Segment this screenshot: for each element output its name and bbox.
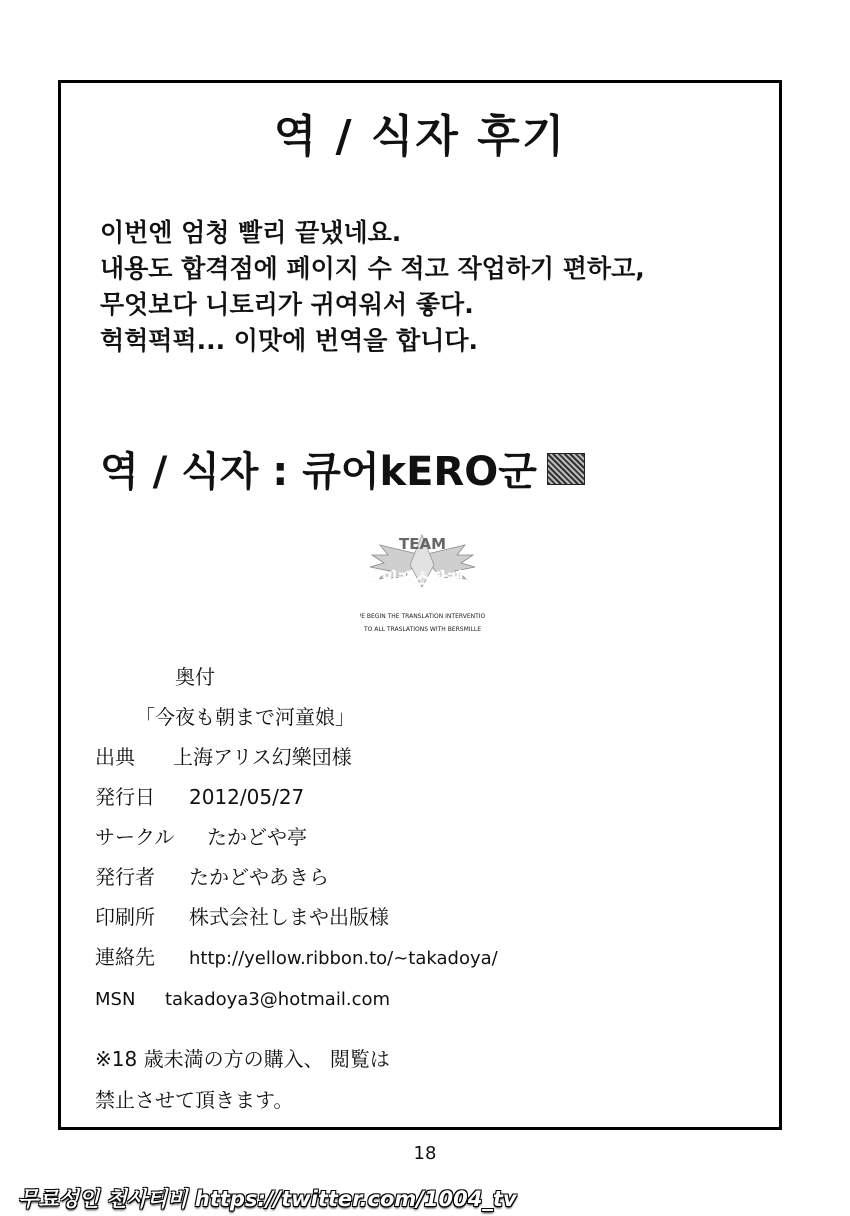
colophon-key: MSN — [95, 989, 136, 1010]
colophon-key: 発行日 — [95, 785, 155, 809]
afterword-line: 이번엔 엄청 빨리 끝냈네요. — [100, 218, 402, 247]
logo-name-text: 번밀레스탈레잉 — [365, 570, 480, 590]
colophon-key: 出典 — [95, 745, 135, 769]
logo-team-text: TEAM — [398, 535, 447, 553]
colophon-key: 連絡先 — [95, 945, 155, 969]
team-logo — [360, 525, 485, 650]
colophon-value: たかどや亭 — [207, 825, 307, 849]
colophon-row-source — [95, 745, 352, 769]
colophon-value: 2012/05/27 — [189, 785, 305, 809]
afterword-line: 헉헉퍽퍽... 이맛에 번역을 합니다. — [100, 326, 479, 355]
colophon-key: 印刷所 — [95, 905, 155, 929]
age-notice-line: 禁止させて頂きます。 — [95, 1088, 294, 1112]
colophon-heading: 奥付 — [175, 665, 215, 689]
colophon-row-publisher — [95, 865, 329, 889]
colophon-value: たかどやあきら — [189, 865, 329, 889]
colophon-row-contact — [95, 945, 498, 971]
age-notice-line: ※18 歳未満の方の購入、 閲覧は — [95, 1047, 390, 1071]
colophon-key: 発行者 — [95, 865, 155, 889]
colophon-value: 上海アリス幻樂団様 — [173, 745, 352, 769]
afterword-line: 내용도 합격점에 페이지 수 적고 작업하기 편하고, — [100, 254, 645, 283]
colophon-key: サークル — [95, 825, 175, 849]
logo-tagline-2: TO ALL TRASLATIONS WITH BERSMILLE — [363, 626, 482, 633]
watermark: 무료성인 천사티비 https://twitter.com/1004_tv — [18, 1187, 517, 1211]
book-title: 「今夜も朝まで河童娘」 — [135, 705, 355, 729]
colophon-row-printer — [95, 905, 389, 929]
colophon-value: 株式会社しまや出版様 — [189, 905, 389, 929]
contact-url: http://yellow.ribbon.to/~takadoya/ — [189, 948, 498, 969]
avatar — [547, 453, 585, 485]
colophon-row-msn — [95, 986, 390, 1012]
credit-text: 역 / 식자 : 큐어kERO군 — [100, 449, 537, 495]
colophon-row-date — [95, 785, 304, 809]
page-number: 18 — [413, 1143, 437, 1164]
afterword-line: 무엇보다 니토리가 귀여워서 좋다. — [100, 290, 474, 319]
translator-credit — [100, 440, 585, 497]
page-title: 역 / 식자 후기 — [273, 111, 567, 162]
contact-email: takadoya3@hotmail.com — [165, 989, 391, 1010]
logo-tagline-1: WE BEGIN THE TRANSLATION INTERVENTION — [360, 613, 485, 620]
colophon-row-circle — [95, 825, 307, 849]
afterword-text — [100, 215, 645, 359]
winged-emblem-icon — [360, 525, 485, 650]
